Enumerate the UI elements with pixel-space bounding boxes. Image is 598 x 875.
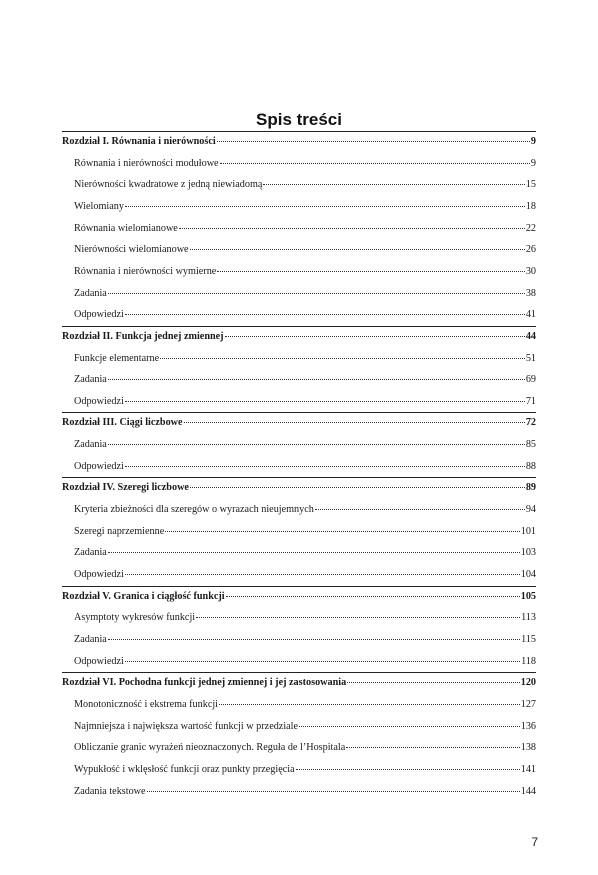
toc-entry-label: Funkcje elementarne [74, 352, 160, 364]
toc-entry-page-number: 115 [521, 633, 536, 645]
toc-entry-page-number: 85 [525, 439, 536, 451]
toc-section-entry[interactable] [74, 460, 536, 474]
toc-section-entry[interactable] [74, 438, 536, 452]
dot-leader [226, 596, 520, 597]
dot-leader [315, 509, 525, 510]
toc-section-entry[interactable] [74, 503, 536, 517]
toc-entry-label: Odpowiedzi [74, 655, 124, 667]
dot-leader [263, 184, 524, 185]
toc-entry-label: Kryteria zbieżności dla szeregów o wyrazach nieujemnych [74, 504, 314, 516]
dot-leader [125, 401, 525, 402]
toc-section-entry[interactable] [74, 655, 536, 669]
toc-entry-page-number: 88 [525, 460, 536, 472]
toc-entry-page-number: 120 [520, 677, 536, 689]
toc-entry-label: Nierówności wielomianowe [74, 244, 189, 256]
toc-entry-page-number: 44 [525, 330, 536, 342]
chapter-divider-line [62, 412, 536, 413]
toc-entry-label: Równania wielomianowe [74, 222, 178, 234]
toc-entry-page-number: 71 [525, 395, 536, 407]
dot-leader [125, 314, 525, 315]
toc-section-entry[interactable] [74, 763, 536, 777]
toc-entry-label: Odpowiedzi [74, 395, 124, 407]
dot-leader [160, 358, 525, 359]
toc-entry-page-number: 113 [521, 612, 536, 624]
toc-chapter-entry[interactable] [62, 481, 536, 495]
toc-entry-label: Rozdział III. Ciągi liczbowe [62, 417, 183, 429]
toc-entry-page-number: 89 [525, 482, 536, 494]
chapter-divider-line [62, 131, 536, 132]
dot-leader [125, 574, 520, 575]
toc-section-entry[interactable] [74, 546, 536, 560]
dot-leader [190, 487, 525, 488]
toc-entry-label: Zadania [74, 374, 107, 386]
toc-entry-label: Nierówności kwadratowe z jedną niewiadomą [74, 179, 263, 191]
toc-entry-label: Równania i nierówności wymierne [74, 265, 217, 277]
toc-section-entry[interactable] [74, 157, 536, 171]
toc-entry-page-number: 18 [525, 200, 536, 212]
toc-entry-page-number: 103 [520, 547, 536, 559]
toc-section-entry[interactable] [74, 265, 536, 279]
toc-entry-page-number: 38 [525, 287, 536, 299]
dot-leader [125, 466, 525, 467]
dot-leader [108, 293, 525, 294]
toc-section-entry[interactable] [74, 178, 536, 192]
toc-entry-label: Zadania [74, 287, 107, 299]
toc-entry-page-number: 9 [530, 136, 536, 147]
toc-section-entry[interactable] [74, 373, 536, 387]
page-number: 7 [531, 835, 538, 849]
toc-entry-page-number: 105 [520, 590, 536, 602]
dot-leader [217, 271, 525, 272]
toc-chapter-entry[interactable] [62, 416, 536, 430]
toc-entry-page-number: 30 [525, 265, 536, 277]
toc-entry-label: Rozdział II. Funkcja jednej zmiennej [62, 330, 224, 342]
toc-entry-page-number: 15 [525, 179, 536, 191]
toc-entry-page-number: 51 [525, 352, 536, 364]
toc-entry-label: Odpowiedzi [74, 309, 124, 321]
toc-section-entry[interactable] [74, 720, 536, 734]
dot-leader [219, 704, 520, 705]
dot-leader [179, 228, 525, 229]
toc-section-entry[interactable] [74, 741, 536, 755]
toc-entry-label: Wypukłość i wklęsłość funkcji oraz punkty przegięcia [74, 763, 295, 775]
toc-section-entry[interactable] [74, 525, 536, 539]
dot-leader [299, 726, 520, 727]
toc-entry-label: Odpowiedzi [74, 460, 124, 472]
toc-entry-label: Monotoniczność i ekstrema funkcji [74, 698, 219, 710]
dot-leader [220, 163, 530, 164]
toc-entry-page-number: 127 [520, 698, 536, 710]
dot-leader [347, 682, 520, 683]
toc-entry-page-number: 69 [525, 374, 536, 386]
toc-section-entry[interactable] [74, 611, 536, 625]
toc-entry-page-number: 101 [520, 525, 536, 537]
dot-leader [190, 249, 525, 250]
toc-section-entry[interactable] [74, 287, 536, 301]
toc-section-entry[interactable] [74, 222, 536, 236]
toc-section-entry[interactable] [74, 698, 536, 712]
toc-entry-page-number: 144 [520, 785, 536, 797]
dot-leader [296, 769, 520, 770]
toc-entry-page-number: 94 [525, 504, 536, 516]
toc-section-entry[interactable] [74, 785, 536, 799]
toc-section-entry[interactable] [74, 395, 536, 409]
dot-leader [125, 206, 525, 207]
toc-entry-label: Wielomiany [74, 200, 124, 212]
toc-entry-page-number: 104 [520, 569, 536, 580]
toc-chapter-entry[interactable] [62, 135, 536, 149]
dot-leader [108, 379, 525, 380]
dot-leader [108, 639, 520, 640]
toc-section-entry[interactable] [74, 308, 536, 322]
toc-chapter-entry[interactable] [62, 590, 536, 604]
toc-chapter-entry[interactable] [62, 676, 536, 690]
chapter-divider-line [62, 586, 536, 587]
dot-leader [108, 552, 520, 553]
toc-entry-page-number: 138 [520, 742, 536, 754]
toc-entry-page-number: 118 [521, 655, 536, 667]
toc-entry-page-number: 9 [530, 157, 536, 169]
chapter-divider-line [62, 672, 536, 673]
toc-entry-label: Rozdział I. Równania i nierówności [62, 136, 216, 147]
toc-section-entry[interactable] [74, 352, 536, 366]
toc-entry-label: Najmniejsza i największa wartość funkcji w przedziale [74, 720, 299, 732]
toc-entry-page-number: 72 [525, 417, 536, 429]
toc-entry-label: Zadania [74, 633, 107, 645]
dot-leader [165, 531, 519, 532]
toc-entry-label: Odpowiedzi [74, 569, 124, 580]
toc-entry-page-number: 26 [525, 244, 536, 256]
toc-entry-label: Równania i nierówności modułowe [74, 157, 219, 169]
dot-leader [217, 141, 530, 142]
toc-section-entry[interactable] [74, 568, 536, 582]
page-title: Spis treści [256, 110, 342, 129]
toc-entry-label: Rozdział IV. Szeregi liczbowe [62, 482, 189, 494]
toc-entry-page-number: 22 [525, 222, 536, 234]
toc-entry-page-number: 136 [520, 720, 536, 732]
toc-entry-label: Asymptoty wykresów funkcji [74, 612, 196, 624]
dot-leader [225, 336, 525, 337]
toc-entry-label: Zadania [74, 547, 107, 559]
dot-leader [346, 747, 519, 748]
dot-leader [125, 661, 520, 662]
toc-entry-label: Obliczanie granic wyrażeń nieoznaczonych. Reguła de l’Hospitala [74, 742, 346, 754]
toc-entry-page-number: 141 [520, 763, 536, 775]
toc-entry-label: Zadania [74, 439, 107, 451]
chapter-divider-line [62, 326, 536, 327]
dot-leader [184, 422, 525, 423]
toc-chapter-entry[interactable] [62, 330, 536, 344]
toc-entry-label: Rozdział V. Granica i ciągłość funkcji [62, 590, 225, 602]
dot-leader [108, 444, 525, 445]
toc-entry-label: Zadania tekstowe [74, 785, 146, 797]
dot-leader [196, 617, 520, 618]
toc-entry-label: Rozdział VI. Pochodna funkcji jednej zmiennej i jej zastosowania [62, 677, 347, 689]
chapter-divider-line [62, 477, 536, 478]
toc-section-entry[interactable] [74, 243, 536, 257]
dot-leader [147, 791, 520, 792]
toc-entry-label: Szeregi naprzemienne [74, 525, 165, 537]
toc-section-entry[interactable] [74, 200, 536, 214]
toc-entry-page-number: 41 [525, 309, 536, 321]
toc-section-entry[interactable] [74, 633, 536, 647]
